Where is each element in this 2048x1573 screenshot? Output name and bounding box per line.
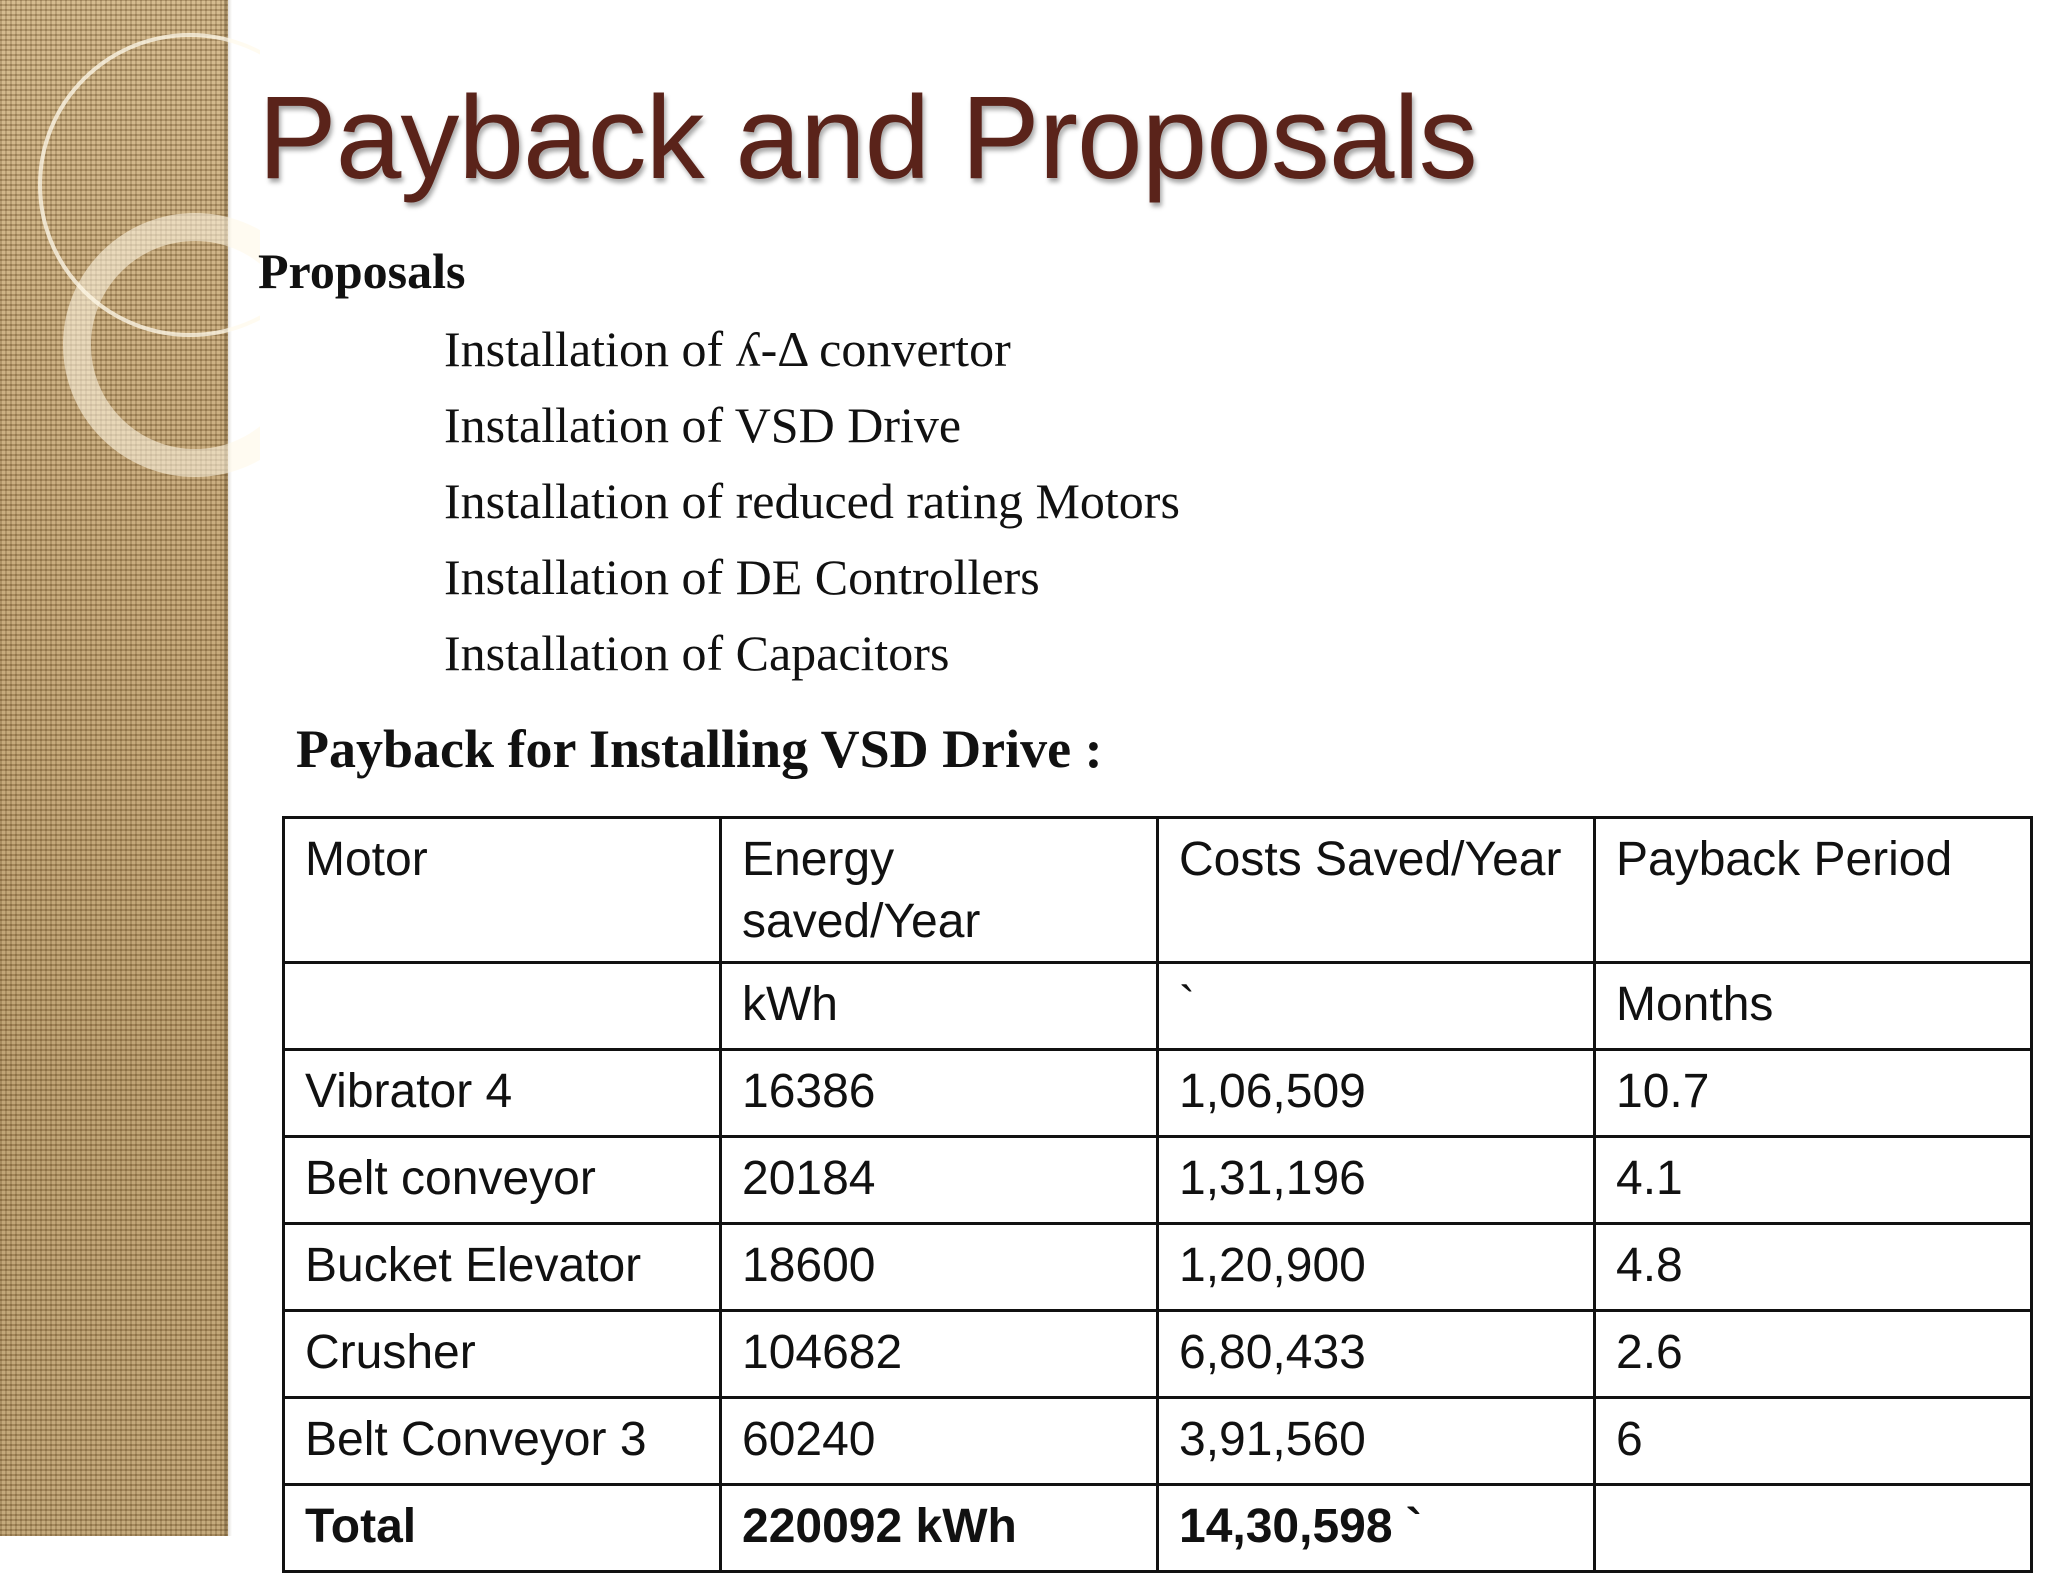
table-cell: 20184 xyxy=(721,1137,1158,1224)
table-cell: 1,06,509 xyxy=(1158,1050,1595,1137)
payback-heading: Payback for Installing VSD Drive : xyxy=(296,719,1103,779)
table-cell: 6,80,433 xyxy=(1158,1311,1595,1398)
header-cell: Payback Period xyxy=(1595,818,2032,963)
table-cell: 10.7 xyxy=(1595,1050,2032,1137)
proposal-item: Installation of ʎ-Δ convertor xyxy=(444,321,1011,377)
table-cell: Crusher xyxy=(284,1311,721,1398)
table-cell: 60240 xyxy=(721,1398,1158,1485)
proposal-list xyxy=(444,318,1180,698)
table-row xyxy=(284,1050,2032,1137)
proposal-item: Installation of reduced rating Motors xyxy=(444,473,1180,529)
unit-cell: ` xyxy=(1158,963,1595,1050)
table-total-row xyxy=(284,1485,2032,1572)
table-cell: 1,31,196 xyxy=(1158,1137,1595,1224)
table-cell: 18600 xyxy=(721,1224,1158,1311)
table-row xyxy=(284,1398,2032,1485)
proposal-item: Installation of Capacitors xyxy=(444,625,950,681)
unit-cell: Months xyxy=(1595,963,2032,1050)
table-cell: 1,20,900 xyxy=(1158,1224,1595,1311)
total-cell: 220092 kWh xyxy=(721,1485,1158,1572)
proposal-item: Installation of DE Controllers xyxy=(444,549,1040,605)
proposals-heading: Proposals xyxy=(258,243,466,299)
table-row xyxy=(284,1311,2032,1398)
table-cell: Vibrator 4 xyxy=(284,1050,721,1137)
slide-title: Payback and Proposals xyxy=(258,72,1477,204)
header-cell: Energy saved/Year xyxy=(721,818,1158,963)
header-cell: Costs Saved/Year xyxy=(1158,818,1595,963)
total-cell: 14,30,598 ` xyxy=(1158,1485,1595,1572)
decorative-rings xyxy=(0,0,260,520)
table-units-row xyxy=(284,963,2032,1050)
thick-ring xyxy=(77,227,260,463)
total-cell: Total xyxy=(284,1485,721,1572)
table-row xyxy=(284,1224,2032,1311)
table-cell: 104682 xyxy=(721,1311,1158,1398)
table-cell: 4.8 xyxy=(1595,1224,2032,1311)
table-row xyxy=(284,1137,2032,1224)
total-cell xyxy=(1595,1485,2032,1572)
table-cell: 2.6 xyxy=(1595,1311,2032,1398)
table-cell: Bucket Elevator xyxy=(284,1224,721,1311)
header-cell: Motor xyxy=(284,818,721,963)
large-ring xyxy=(40,35,260,335)
table-cell: Belt conveyor xyxy=(284,1137,721,1224)
table-cell: 3,91,560 xyxy=(1158,1398,1595,1485)
unit-cell xyxy=(284,963,721,1050)
table-cell: 16386 xyxy=(721,1050,1158,1137)
table-header-row xyxy=(284,818,2032,963)
table-cell: 4.1 xyxy=(1595,1137,2032,1224)
table-cell: Belt Conveyor 3 xyxy=(284,1398,721,1485)
payback-table xyxy=(282,816,2033,1573)
unit-cell: kWh xyxy=(721,963,1158,1050)
proposal-item: Installation of VSD Drive xyxy=(444,397,962,453)
table-cell: 6 xyxy=(1595,1398,2032,1485)
